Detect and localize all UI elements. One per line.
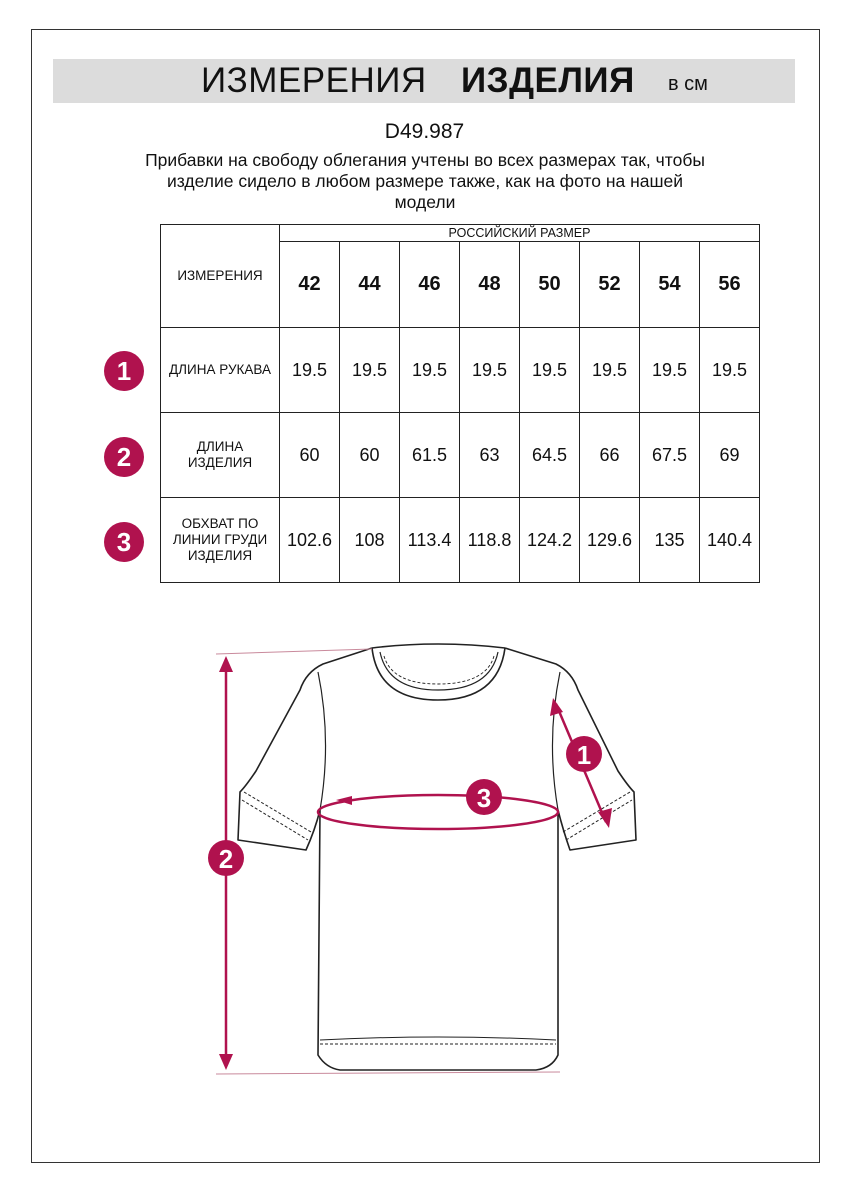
fit-note-line: модели bbox=[394, 192, 456, 212]
value-cell: 135 bbox=[640, 498, 700, 583]
value-cell: 63 bbox=[460, 413, 520, 498]
diagram-marker-1: 1 bbox=[576, 740, 592, 770]
value-cell: 61.5 bbox=[400, 413, 460, 498]
row-label bbox=[161, 413, 280, 498]
tshirt-outline-icon bbox=[238, 644, 636, 1070]
row-number-badge-3: 3 bbox=[104, 522, 144, 562]
size-header-cell: 54 bbox=[640, 242, 700, 328]
value-cell: 118.8 bbox=[460, 498, 520, 583]
article-code: D49.987 bbox=[384, 120, 465, 143]
value-cell: 19.5 bbox=[580, 328, 640, 413]
table-row-product-length bbox=[161, 413, 760, 498]
row-label-line: ЛИНИИ ГРУДИ bbox=[172, 532, 268, 547]
tshirt-diagram bbox=[0, 600, 849, 1100]
value-cell: 67.5 bbox=[640, 413, 700, 498]
value-cell: 60 bbox=[280, 413, 340, 498]
measure-column-header: ИЗМЕРЕНИЯ bbox=[161, 225, 280, 328]
value-cell: 113.4 bbox=[400, 498, 460, 583]
value-cell: 102.6 bbox=[280, 498, 340, 583]
row-number-badge-1: 1 bbox=[104, 351, 144, 391]
fit-note-line: Прибавки на свободу облегания учтены во всех размерах так, чтобы bbox=[145, 150, 705, 170]
value-cell: 19.5 bbox=[280, 328, 340, 413]
size-header-cell: 48 bbox=[460, 242, 520, 328]
row-label-line: ИЗДЕЛИЯ bbox=[187, 548, 253, 563]
value-cell: 129.6 bbox=[580, 498, 640, 583]
value-cell: 108 bbox=[340, 498, 400, 583]
header-unit: в см bbox=[668, 73, 708, 95]
size-header-cell: 56 bbox=[700, 242, 760, 328]
value-cell: 19.5 bbox=[640, 328, 700, 413]
size-header-cell: 44 bbox=[340, 242, 400, 328]
value-cell: 19.5 bbox=[400, 328, 460, 413]
size-header-cell: 46 bbox=[400, 242, 460, 328]
row-label-line: ДЛИНА bbox=[196, 439, 244, 454]
table-row-chest-girth bbox=[161, 498, 760, 583]
value-cell: 19.5 bbox=[460, 328, 520, 413]
size-table bbox=[160, 224, 760, 583]
size-header-cell: 52 bbox=[580, 242, 640, 328]
table-row-sleeve-length bbox=[161, 328, 760, 413]
header-title-measurements: ИЗМЕРЕНИЯ bbox=[201, 61, 427, 100]
row-number-badge-2: 2 bbox=[104, 437, 144, 477]
fit-note bbox=[115, 150, 735, 213]
row-label bbox=[161, 498, 280, 583]
header-title-product: ИЗДЕЛИЯ bbox=[461, 61, 635, 100]
value-cell: 140.4 bbox=[700, 498, 760, 583]
size-group-header: РОССИЙСКИЙ РАЗМЕР bbox=[280, 225, 760, 242]
row-label bbox=[161, 328, 280, 413]
diagram-marker-2: 2 bbox=[218, 844, 234, 874]
value-cell: 69 bbox=[700, 413, 760, 498]
diagram-marker-3: 3 bbox=[476, 783, 492, 813]
row-label-line: ОБХВАТ ПО bbox=[181, 516, 259, 531]
value-cell: 124.2 bbox=[520, 498, 580, 583]
value-cell: 60 bbox=[340, 413, 400, 498]
value-cell: 64.5 bbox=[520, 413, 580, 498]
dimension-arrow-icon bbox=[216, 649, 612, 1074]
fit-note-line: изделие сидело в любом размере также, как на фото на нашей bbox=[166, 171, 684, 191]
value-cell: 19.5 bbox=[700, 328, 760, 413]
size-header-cell: 42 bbox=[280, 242, 340, 328]
value-cell: 19.5 bbox=[520, 328, 580, 413]
size-header-cell: 50 bbox=[520, 242, 580, 328]
value-cell: 19.5 bbox=[340, 328, 400, 413]
value-cell: 66 bbox=[580, 413, 640, 498]
size-table-header-row bbox=[161, 225, 760, 242]
row-label-line: ДЛИНА РУКАВА bbox=[169, 362, 271, 377]
row-label-line: ИЗДЕЛИЯ bbox=[187, 455, 253, 470]
